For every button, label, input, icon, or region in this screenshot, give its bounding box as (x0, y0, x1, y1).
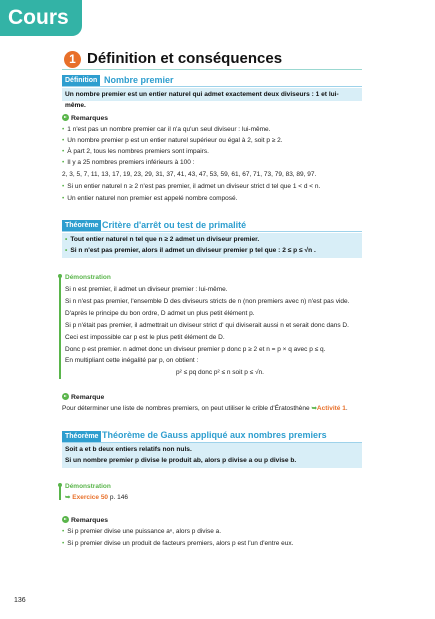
definition-tag: Définition (62, 75, 100, 86)
demo-formula: p² ≤ pq donc p² ≤ n soit p ≤ √n. (176, 369, 264, 376)
definition-rule (62, 86, 362, 87)
demo-line: Si p n'était pas premier, il admettrait un diviseur strict d' qui diviserait aussi n et serait donc dans D. (65, 322, 349, 329)
section-underline (62, 69, 362, 70)
demo-line: Donc p est premier. n admet donc un diviseur premier p donc p ≥ 2 et n = p × q avec p ≤ q. (65, 346, 326, 353)
demo-line: En multipliant cette inégalité par p, on obtient : (65, 357, 199, 364)
demo-label: Démonstration (58, 482, 111, 491)
pin-icon (58, 483, 62, 487)
activity-link[interactable]: Activité 1 (316, 405, 346, 412)
remark-item: • Si p premier divise un produit de facteurs premiers, alors p est l'un d'entre eux. (62, 539, 293, 548)
exercise-link[interactable]: Exercice 50 (72, 494, 109, 501)
section-number-badge: 1 (64, 51, 81, 68)
arrow-bullet-icon (62, 393, 69, 400)
theorem-line: Soit a et b deux entiers relatifs non nuls. (65, 446, 192, 453)
primes-list: 2, 3, 5, 7, 11, 13, 17, 19, 23, 29, 31, 37, 41, 43, 47, 53, 59, 61, 67, 71, 73, 79, 83, 89, 97. (62, 171, 317, 178)
demo-line: D'après le principe du bon ordre, D admet un plus petit élément p. (65, 310, 255, 317)
arrow-bullet-icon (62, 516, 69, 523)
theorem-line: Si un nombre premier p divise le produit ab, alors p divise a ou p divise b. (65, 457, 297, 464)
section-title: Définition et conséquences (87, 50, 283, 67)
page-number: 136 (14, 597, 26, 604)
demo-line: Ceci est impossible car p est le plus petit élément de D. (65, 334, 225, 341)
pin-icon (58, 274, 62, 278)
remarque-text: Pour déterminer une liste de nombres premiers, on peut utiliser le crible d'Ératosthène ➥Activité 1. (62, 405, 348, 412)
remark-item: • Si un entier naturel n ≥ 2 n'est pas premier, il admet un diviseur strict d tel que 1 < d < n. (62, 182, 320, 191)
remark-item: • Si p premier divise une puissance aⁿ, alors p divise a. (62, 527, 221, 536)
demo-label: Démonstration (58, 273, 111, 282)
demo-bar (59, 275, 61, 379)
arrow-bullet-icon (62, 114, 69, 121)
theorem-line: • Tout entier naturel n tel que n ≥ 2 admet un diviseur premier. (65, 234, 359, 245)
definition-title: Nombre premier (104, 75, 174, 85)
remark-item: • Il y a 25 nombres premiers inférieurs à 100 : (62, 158, 194, 167)
definition-body: Un nombre premier est un entier naturel qui admet exactement deux diviseurs : 1 et lui-même. (62, 88, 362, 101)
theorem-body (62, 443, 362, 468)
theorem-rule (62, 231, 362, 232)
remarques-heading: Remarques (62, 114, 108, 123)
cours-tab: Cours (0, 0, 82, 36)
arrow-right-icon: ➥ (311, 405, 317, 412)
theorem-line: • Si n n'est pas premier, alors il admet un diviseur premier p tel que : 2 ≤ p ≤ √n . (65, 245, 359, 256)
exercise-ref: ➥ Exercice 50 p. 146 (65, 494, 128, 501)
remark-item: • Un entier naturel non premier est appelé nombre composé. (62, 194, 237, 203)
demo-line: Si n n'est pas premier, l'ensemble D des diviseurs stricts de n (non premiers avec n) n'est pas vide. (65, 298, 350, 305)
remark-item: • À part 2, tous les nombres premiers sont impairs. (62, 147, 209, 156)
remark-item: • 1 n'est pas un nombre premier car il n'a qu'un seul diviseur : lui-même. (62, 125, 270, 134)
theorem-title: Théorème de Gauss appliqué aux nombres premiers (102, 430, 327, 440)
remarques-heading: Remarques (62, 516, 108, 525)
remark-item: • Un nombre premier p est un entier naturel supérieur ou égal à 2, soit p ≥ 2. (62, 136, 283, 145)
demo-line: Si n est premier, il admet un diviseur premier : lui-même. (65, 286, 228, 293)
theorem-tag: Théorème (62, 431, 101, 442)
arrow-right-icon: ➥ (65, 494, 71, 501)
remarque-heading: Remarque (62, 393, 104, 402)
theorem-tag: Théorème (62, 220, 101, 231)
theorem-title: Critère d'arrêt ou test de primalité (102, 220, 247, 230)
theorem-body (62, 233, 362, 258)
